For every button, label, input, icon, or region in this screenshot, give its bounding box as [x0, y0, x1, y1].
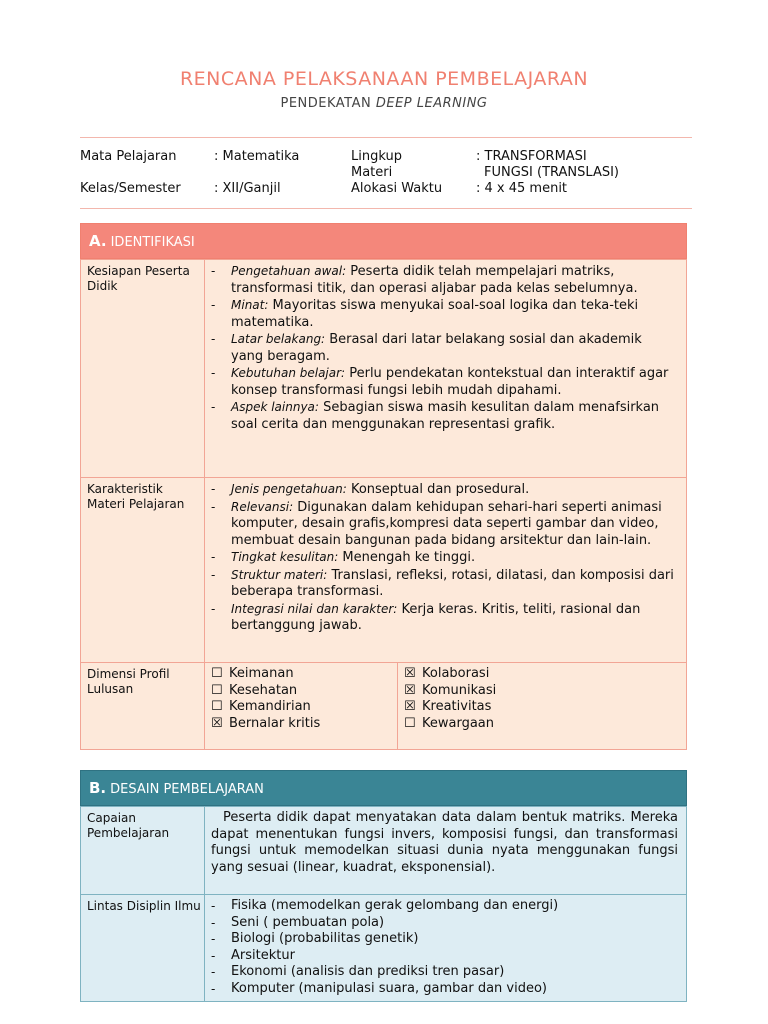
- checkbox-icon: ☐: [211, 682, 223, 698]
- list-item: - Struktur materi: Translasi, refleksi, rotasi, dilatasi, dan komposisi dari beberapa transformasi.: [211, 567, 678, 601]
- profile-option[interactable]: ☐ Keimanan: [211, 666, 294, 681]
- design-table: [80, 806, 687, 1002]
- list-item: - Kebutuhan belajar: Perlu pendekatan kontekstual dan interaktif agar konsep transformasi fungsi lebih mudah dipahami.: [211, 365, 678, 399]
- disciplines-label: Lintas Disiplin Ilmu: [81, 895, 205, 1002]
- checkbox-icon: ☒: [404, 666, 416, 681]
- list-item: - Relevansi: Digunakan dalam kehidupan sehari-hari seperti animasi komputer, desain grafis,kompresi data seperti gambar dan video, membuat desain bangunan pada bidang arsitektur dan lain-lain.: [211, 499, 678, 550]
- time-value: : 4 x 45 menit: [476, 181, 568, 196]
- page-title: RENCANA PELAKSANAAN PEMBELAJARAN: [179, 68, 589, 90]
- readiness-list: [211, 263, 678, 433]
- profile-option[interactable]: ☒ Bernalar kritis: [211, 715, 321, 731]
- disciplines-content: [205, 895, 687, 1002]
- list-item: - Jenis pengetahuan: Konseptual dan prosedural.: [211, 481, 678, 499]
- section-a-header: [80, 223, 687, 259]
- section-a-title: IDENTIFIKASI: [110, 235, 195, 250]
- list-item: - Aspek lainnya: Sebagian siswa masih kesulitan dalam menafsirkan soal cerita dan menggunakan representasi grafik.: [211, 399, 678, 433]
- scope-label-2: Materi: [351, 165, 393, 180]
- outcome-row: [81, 807, 687, 895]
- section-b-header: [80, 770, 687, 806]
- time-label: Alokasi Waktu: [351, 181, 443, 196]
- checkbox-icon: ☐: [211, 699, 223, 714]
- list-item: - Latar belakang: Berasal dari latar belakang sosial dan akademik yang beragam.: [211, 331, 678, 365]
- list-item: - Komputer (manipulasi suara, gambar dan video): [211, 981, 678, 998]
- list-item: - Arsitektur: [211, 948, 678, 965]
- scope-value-1: : TRANSFORMASI: [476, 149, 587, 164]
- scope-label-1: Lingkup: [351, 149, 402, 164]
- material-label: Karakteristik Materi Pelajaran: [81, 478, 205, 663]
- class-value: : XII/Ganjil: [214, 181, 281, 196]
- checkbox-icon: ☒: [404, 699, 416, 714]
- section-b-title: DESAIN PEMBELAJARAN: [110, 782, 264, 797]
- divider-top: [80, 137, 692, 138]
- outcome-text: Peserta didik dapat menyatakan data dalam bentuk matriks. Mereka dapat menentukan fungsi invers, komposisi fungsi, dan transformasi fungsi untuk memodelkan situasi dunia nyata menggunakan fungsi yang sesuai (linear, kuadrat, eksponensial).: [205, 807, 687, 895]
- subtitle-italic: DEEP LEARNING: [375, 96, 488, 111]
- material-content: [205, 478, 687, 663]
- disciplines-row: [81, 895, 687, 1002]
- list-item: - Pengetahuan awal: Peserta didik telah mempelajari matriks, transformasi titik, dan operasi aljabar pada kelas sebelumnya.: [211, 263, 678, 297]
- list-item: - Ekonomi (analisis dan prediksi tren pasar): [211, 964, 678, 981]
- readiness-content: [205, 260, 687, 478]
- profile-left: [205, 663, 398, 750]
- checkbox-icon: ☒: [404, 682, 416, 698]
- material-row: [81, 478, 687, 663]
- divider-info: [80, 208, 692, 209]
- list-item: - Biologi (probabilitas genetik): [211, 931, 678, 948]
- checkbox-icon: ☐: [211, 666, 223, 681]
- class-label: Kelas/Semester: [80, 181, 181, 196]
- subject-label: Mata Pelajaran: [80, 149, 177, 164]
- scope-value-2: FUNGSI (TRANSLASI): [484, 165, 619, 180]
- page-subtitle: [0, 96, 768, 111]
- identification-table: [80, 259, 687, 750]
- profile-label: Dimensi Profil Lulusan: [81, 663, 205, 750]
- list-item: - Integrasi nilai dan karakter: Kerja keras. Kritis, teliti, rasional dan bertanggung jawab.: [211, 601, 678, 635]
- outcome-label: Capaian Pembelajaran: [81, 807, 205, 895]
- list-item: - Tingkat kesulitan: Menengah ke tinggi.: [211, 549, 678, 567]
- subtitle-prefix: PENDEKATAN: [280, 96, 376, 111]
- profile-option[interactable]: ☒ Kreativitas: [404, 699, 492, 714]
- section-a-letter: A.: [89, 232, 107, 250]
- disciplines-list: [211, 898, 678, 997]
- profile-option[interactable]: ☐ Kewargaan: [404, 715, 495, 731]
- readiness-label: Kesiapan Peserta Didik: [81, 260, 205, 478]
- profile-option[interactable]: ☒ Komunikasi: [404, 682, 497, 698]
- profile-row: [81, 663, 687, 750]
- checkbox-icon: ☐: [404, 715, 416, 731]
- readiness-row: [81, 260, 687, 478]
- profile-right: [398, 663, 687, 750]
- subject-value: : Matematika: [214, 149, 300, 164]
- profile-option[interactable]: ☐ Kesehatan: [211, 682, 298, 698]
- list-item: - Fisika (memodelkan gerak gelombang dan energi): [211, 898, 678, 915]
- profile-option[interactable]: ☒ Kolaborasi: [404, 666, 490, 681]
- material-list: [211, 481, 678, 635]
- profile-option[interactable]: ☐ Kemandirian: [211, 699, 311, 714]
- list-item: - Seni ( pembuatan pola): [211, 915, 678, 932]
- list-item: - Minat: Mayoritas siswa menyukai soal-soal logika dan teka-teki matematika.: [211, 297, 678, 331]
- section-b-letter: B.: [89, 779, 107, 797]
- checkbox-icon: ☒: [211, 715, 223, 731]
